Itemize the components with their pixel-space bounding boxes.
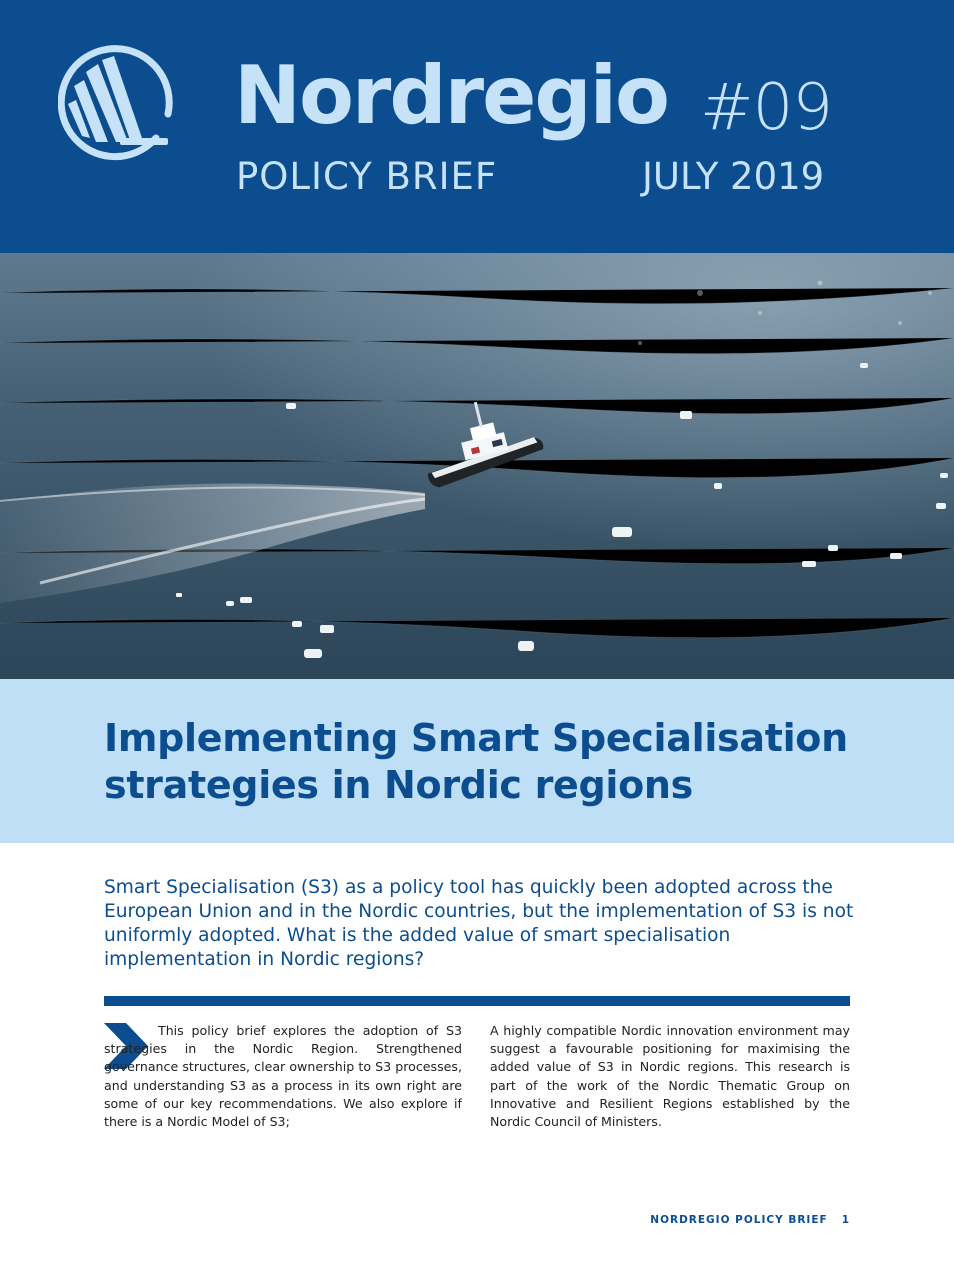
page-title: Implementing Smart Specialisation strategies in Nordic regions	[104, 716, 848, 807]
page-footer	[650, 1214, 850, 1226]
section-divider	[104, 996, 850, 1006]
body-column-1: This policy brief explores the adoption of S3 strategies in the Nordic Region. Strengthened governance structures, clear ownership to S3 processes, and understanding S3 as a process in its own right are some of our key recommendations. We also explore if there is a Nordic Model of S3;	[104, 1023, 462, 1130]
lead-paragraph: Smart Specialisation (S3) as a policy tool has quickly been adopted across the European Union and in the Nordic countries, but the implementation of S3 is not uniformly adopted. What is the added value of smart specialisation implementation in Nordic regions?	[104, 877, 854, 970]
body-column-2: A highly compatible Nordic innovation environment may suggest a favourable positioning for maximising the added value of S3 in Nordic regions. This research is part of the work of the Nordic Thematic Group on Innovative and Resilient Regions established by the Nordic Council of Ministers.	[490, 1023, 850, 1130]
issue-number: #09	[700, 71, 833, 145]
publication-type: POLICY BRIEF	[236, 155, 498, 198]
page-number: 1	[841, 1214, 850, 1226]
nordregio-logo-icon	[58, 42, 182, 166]
masthead	[0, 0, 954, 253]
footer-label: NORDREGIO POLICY BRIEF	[650, 1214, 828, 1226]
cover-photo	[0, 253, 954, 679]
publication-date: JULY 2019	[642, 155, 825, 198]
brand-name: Nordregio	[234, 49, 668, 142]
